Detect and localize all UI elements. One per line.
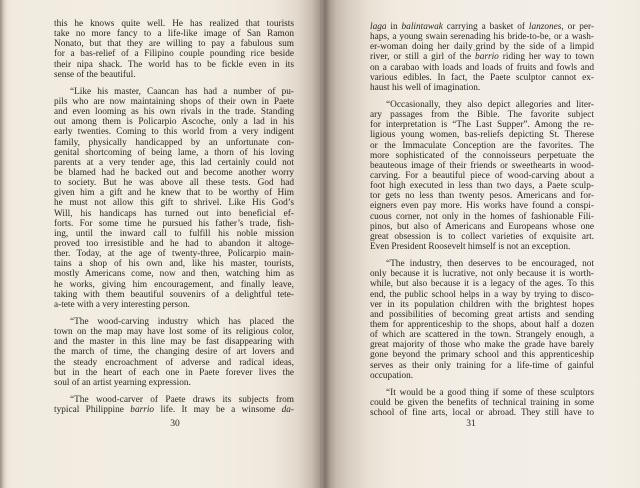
text-line: “It would be a good thing if some of these sculptors: [386, 387, 594, 398]
text-line: on a carabao with loads and loads of fruits and fowls and: [370, 62, 594, 73]
text-line: ther. Today, at the age of twenty-three, Policarpio main-: [54, 249, 294, 260]
text-line: sense of the beautiful.: [54, 69, 136, 80]
text-line: various edibles. In fact, the Paete sculptor cannot ex-: [370, 72, 594, 83]
text-line: could be given the benefits of technical training in some: [370, 397, 594, 408]
paragraph: [54, 395, 294, 415]
text-line: the steady encroachment of adverse and radical ideas,: [54, 357, 294, 368]
text-line: ing, until the inward call to fulfill his noble mission: [54, 228, 294, 239]
text-line: Even President Roosevelt himself is not an exception.: [370, 241, 571, 252]
text-line: this he knows quite well. He has realized that tourists: [54, 19, 294, 29]
text-line: or the Immaculate Conception are the favorites. The: [370, 140, 594, 151]
text-line: only because it is lucrative, not only because it is worth-: [370, 269, 594, 280]
text-line: take no more fancy to a life-like image of San Ramon: [54, 29, 294, 40]
text-line: foot high executed in less than two days, a Paete sculp-: [370, 181, 594, 192]
text-line: end, the public school helps in a way by trying to disco-: [370, 289, 594, 300]
text-line: for a bas-relief of a Filipino couple pounding rice beside: [54, 49, 294, 60]
text-line: family, physically handicapped by an unfortunate con-: [54, 137, 294, 148]
text-line: “The wood-carving industry which has placed the: [70, 316, 294, 327]
text-line: “Like his master, Caancan has had a number of pu-: [70, 86, 294, 97]
text-line: and even looming as his own rivals in the trade. Standing: [54, 107, 294, 118]
text-line: carving. For a beautiful piece of wood-carving about a: [370, 170, 594, 181]
text-line: great majority of those who make the grade have barely: [370, 340, 594, 351]
text-line: cuous corner, not only in the homes of fashionable Fili-: [370, 211, 594, 222]
text-line: “The industry, then deserves to be encouraged, not: [386, 259, 594, 270]
italic-term: laga: [370, 22, 387, 32]
text-line: town on the map may have lost some of its religious color,: [54, 327, 294, 338]
text-line: tor gets no less than twenty pesos. Americans and for-: [370, 191, 594, 202]
page-number-right: 31: [466, 419, 476, 429]
text-line: ary passages from the Bible. The favorite subject: [370, 110, 594, 121]
text-line: laga in balintawak carrying a basket of lanzones, or per-: [370, 22, 595, 32]
text-line: parents at a very tender age, this lad certainly could not: [54, 157, 294, 168]
italic-term: balintawak: [401, 22, 443, 32]
text-line: river, or still a girl of the barrio riding her way to town: [370, 52, 594, 63]
text-line: pils who are now maintaining shops of their own in Paete: [54, 96, 294, 107]
text-line: he works, giving him encouragement, and finally leave,: [54, 279, 294, 290]
text-line: and possibilities of becoming great artists and sending: [370, 309, 594, 320]
text-line: mostly Americans come, now and then, watching him as: [54, 269, 294, 280]
text-line: their nipa shack. The world has to be fickle even in its: [54, 59, 294, 70]
text-line: of which are scattered in the town. Strangely enough, a: [370, 330, 594, 341]
italic-term: da-: [281, 405, 295, 416]
left-page-text: [54, 19, 294, 422]
text-line: ligious young women, bas-reliefs depicting St. Therese: [370, 130, 594, 141]
paragraph: [370, 22, 594, 93]
text-line: but in the heart of each one in Paete forever lives the: [54, 367, 294, 378]
text-line: taking with them beautiful souvenirs of a delightful tete-: [54, 289, 294, 300]
text-line: forts. For some time he pursued his father’s trade, fish-: [54, 218, 294, 229]
text-line: er-woman doing her dailyˌgrind by the side of a limpid: [370, 42, 594, 53]
italic-term: barrio: [130, 405, 155, 416]
text-line: a-tete with a very interesting person.: [54, 299, 190, 310]
text-line: great obsession is to collect varieties of exquisite art.: [370, 231, 594, 242]
text-line: more sophisticated of the connoisseurs perpetuate the: [370, 150, 594, 161]
right-page-text: [370, 22, 594, 425]
text-line: ver in its population children with the brightest hopes: [370, 299, 594, 310]
text-line: them for apprenticeship to the shops, about half a dozen: [370, 319, 594, 330]
text-line: serves as their only training for a life-time of gainful: [370, 360, 594, 371]
text-line: gone beyond the primary school and this apprenticeship: [370, 350, 594, 361]
text-line: and the master in this line may be fast disappearing with: [54, 337, 294, 348]
text-line: beauteous image of their friends or sweethearts in wood-: [370, 160, 594, 171]
paragraph: [54, 87, 294, 310]
text-line: out among them is Policarpio Ascoche, only a lad in his: [54, 117, 294, 128]
page-number-left: 30: [170, 419, 180, 429]
text-line: for interpretation is “The Last Supper”. Among the re-: [370, 120, 594, 131]
text-line: to society. But he was above all these tests. God had: [54, 178, 294, 189]
italic-term: barrio: [475, 52, 499, 63]
text-line: while, but also because it is a legacy of the ages. To this: [370, 279, 594, 290]
text-line: eigners even pay more. His works have found a conspi-: [370, 201, 594, 212]
paragraph: [54, 317, 294, 388]
text-line: Will, his handicaps has turned out into beneficial ef-: [54, 208, 294, 219]
text-line: given him a gift and he knew that to be worthy of Him: [54, 188, 294, 199]
text-line: tains a shop of his own and, like his master, tourists,: [54, 259, 294, 270]
text-line: “The wood-carver of Paete draws its subjects from: [70, 394, 294, 405]
text-line: Nonato, but that they are willing to pay a fabulous sum: [54, 39, 294, 50]
text-line: pinos, but also of Americans and Europeans whose one: [370, 221, 594, 232]
text-line: haust his well of imagination.: [370, 82, 481, 93]
text-line: typical Philippine barrio life. It may be a winsome da-: [54, 405, 295, 416]
paragraph: [370, 259, 594, 381]
paragraph: [370, 100, 594, 252]
italic-term: lanzones: [528, 22, 562, 32]
text-line: he must not allow this gift to shrivel. Like His God’s: [54, 198, 294, 209]
paragraph: [370, 388, 594, 418]
right-page: [320, 0, 640, 488]
text-line: genital shortcoming of being lame, a thorn of his loving: [54, 147, 294, 158]
text-line: early twenties. Coming to this world from a very indigent: [54, 127, 294, 138]
text-line: school of fine arts, local or abroad. They still have to: [370, 408, 594, 419]
text-line: haps, a young swain serenading his bride-to-be, or a wash-: [370, 32, 594, 43]
text-line: soul of an artist yearning expression.: [54, 377, 191, 388]
text-line: the march of time, the changing desire of art lovers and: [54, 347, 294, 358]
text-line: “Occasionally, they also depict allegories and liter-: [386, 99, 594, 110]
paragraph: [54, 19, 294, 80]
text-line: occupation.: [370, 370, 414, 381]
text-line: proved too irresistible and he had to abandon it altoge-: [54, 238, 294, 249]
text-line: be blamed had he backed out and become another worry: [54, 167, 294, 178]
